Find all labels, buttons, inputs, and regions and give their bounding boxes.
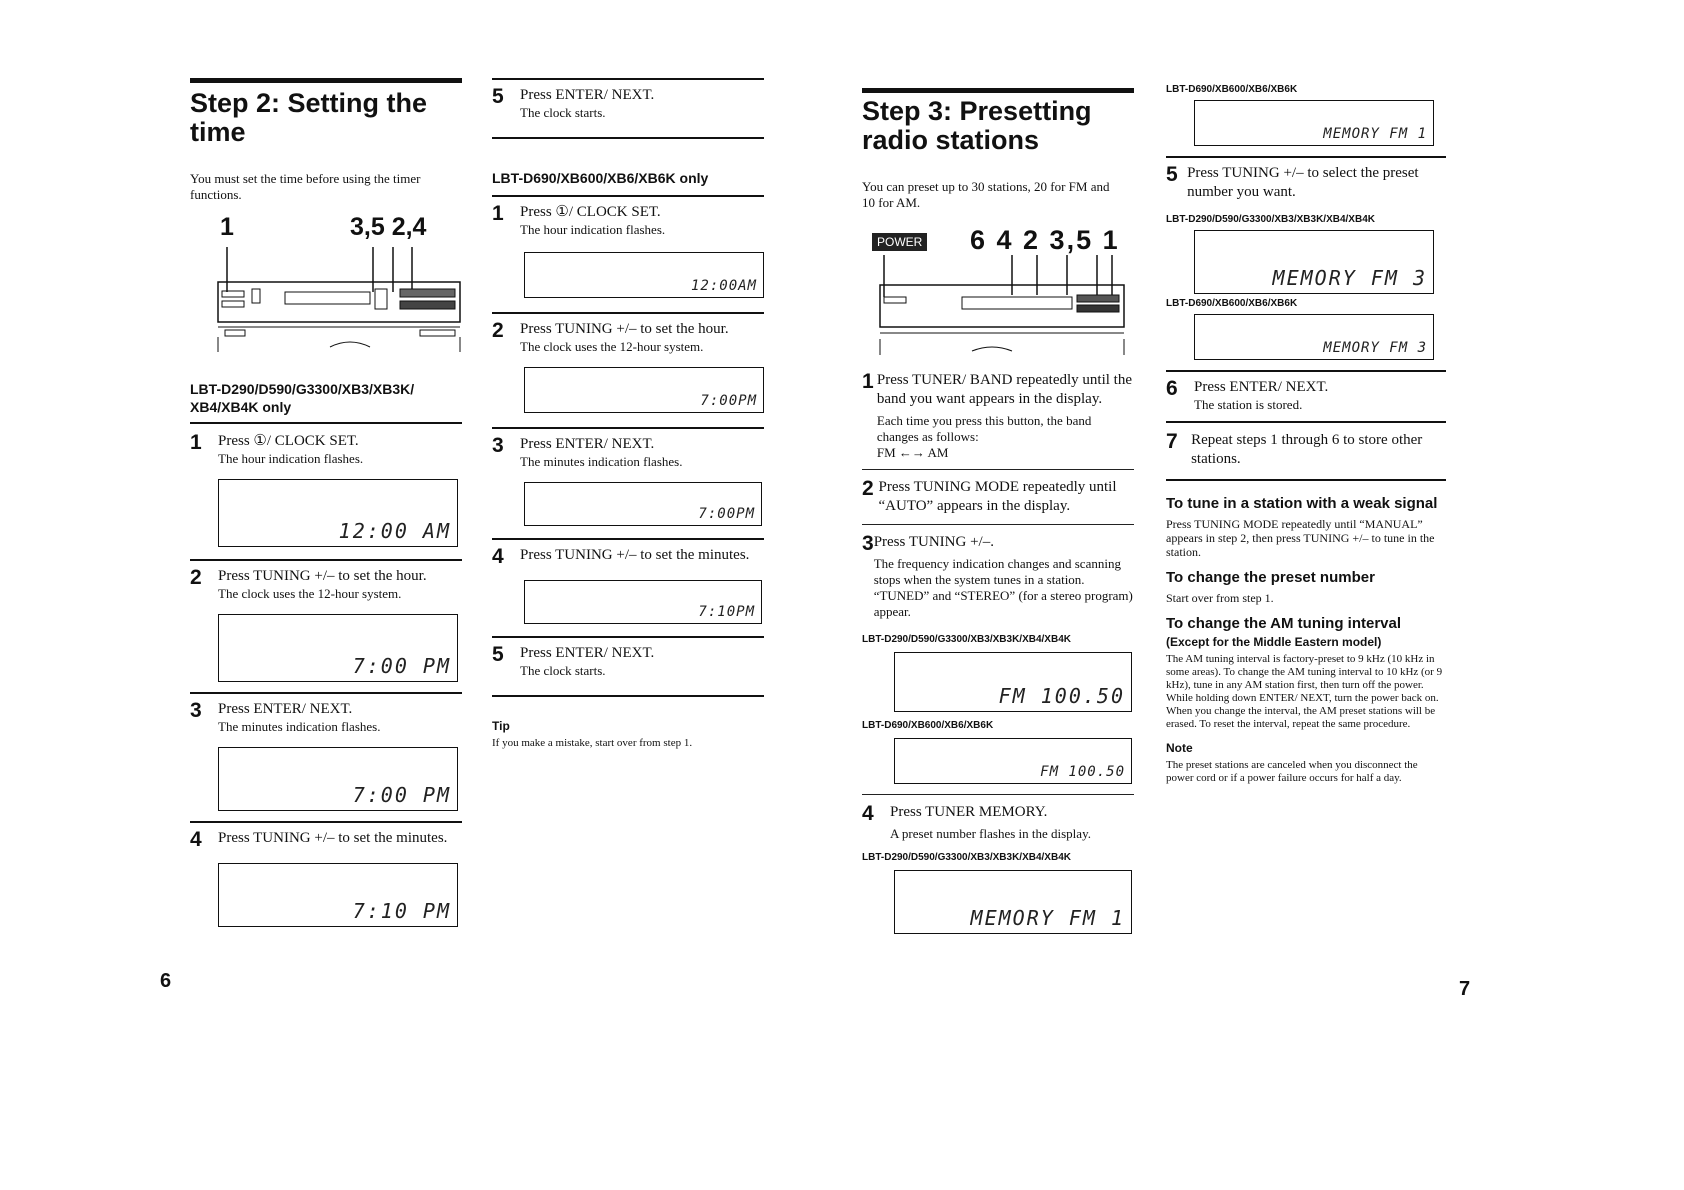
step-a-3: 3 Press ENTER/ NEXT. The minutes indication flashes. xyxy=(190,699,381,734)
device-diagram-right xyxy=(862,225,1134,365)
step-r-3: 3 Press TUNING +/–. The frequency indication changes and scanning stops when the system tunes in a station. “TUNED” and “STEREO” (for a stereo program) appear. xyxy=(862,532,1133,619)
page-title-step3: Step 3: Presetting radio stations xyxy=(862,96,1092,155)
step-b-5: 5 Press ENTER/ NEXT. The clock starts. xyxy=(492,643,655,678)
power-label: POWER xyxy=(872,233,927,251)
step-r-4: 4 Press TUNER MEMORY. A preset number flashes in the display. xyxy=(862,802,1091,841)
change-preset-text: Start over from step 1. xyxy=(1166,591,1274,605)
step-b-2: 2 Press TUNING +/– to set the hour. The clock uses the 12-hour system. xyxy=(492,319,729,354)
lcd-display-b4: 7:10PM xyxy=(524,580,762,624)
intro-text-right: You can preset up to 30 stations, 20 for FM and 10 for AM. xyxy=(862,179,1110,210)
intro-text: You must set the time before using the timer functions. xyxy=(190,171,421,202)
step-b-4: 4 Press TUNING +/– to set the minutes. xyxy=(492,545,750,568)
step-r-2: 2 Press TUNING MODE repeatedly until “AUTO” appears in the display. xyxy=(862,477,1117,514)
tip-text: If you make a mistake, start over from step 1. xyxy=(492,737,693,749)
page-title-step2: Step 2: Setting the time xyxy=(190,88,428,147)
am-interval-title: To change the AM tuning interval xyxy=(1166,615,1402,632)
am-interval-subtitle: (Except for the Middle Eastern model) xyxy=(1166,635,1382,649)
model-label-d290-c: LBT-D290/D590/G3300/XB3/XB3K/XB4/XB4K xyxy=(1166,214,1375,225)
callout-right: 3,5 2,4 xyxy=(350,213,427,241)
stereo-unit-drawing xyxy=(190,247,462,357)
step-clock-5: 5 Press ENTER/ NEXT. The clock starts. xyxy=(492,85,655,120)
step-a-2: 2 Press TUNING +/– to set the hour. The clock uses the 12-hour system. xyxy=(190,566,427,601)
note-title: Note xyxy=(1166,741,1193,755)
lcd-display-a3: 7:00 PM xyxy=(218,747,458,811)
model-label-a: LBT-D290/D590/G3300/XB3/XB3K/ XB4/XB4K only xyxy=(190,381,415,415)
model-label-b: LBT-D690/XB600/XB6/XB6K only xyxy=(492,170,709,186)
page-number-right: 7 xyxy=(1459,978,1471,1000)
am-interval-text: The AM tuning interval is factory-preset to 9 kHz (10 kHz in some areas). To change the AM tuning interval to 10 kHz (or 9 kHz), tune in any AM station first, then turn off the power. While holding down ENTER/ NEXT, turn the power back on. When you change the interval, the AM preset stations will be erased. To reset the interval, repeat the same procedure. xyxy=(1166,653,1443,730)
callout-numbers-right: 6 4 2 3,5 1 xyxy=(970,225,1120,255)
step-r-6: 6 Press ENTER/ NEXT. The station is stored. xyxy=(1166,377,1329,412)
lcd-memory-top: MEMORY FM 1 xyxy=(1194,100,1434,146)
step-r-5: 5 Press TUNING +/– to select the preset number you want. xyxy=(1166,163,1419,200)
left-col-1 xyxy=(190,78,462,929)
lcd-display-a1: 12:00 AM xyxy=(218,479,458,547)
lcd-memory-1: MEMORY FM 1 xyxy=(894,870,1132,934)
lcd-freq-b: FM 100.50 xyxy=(894,738,1132,784)
step-a-4: 4 Press TUNING +/– to set the minutes. xyxy=(190,828,448,851)
lcd-display-b3: 7:00PM xyxy=(524,482,762,526)
model-label-d690-b: LBT-D690/XB600/XB6/XB6K xyxy=(1166,298,1298,309)
right-col-1 xyxy=(862,88,1134,936)
change-preset-title: To change the preset number xyxy=(1166,569,1375,586)
right-col-2 xyxy=(1166,84,1446,785)
lcd-memory-3b: MEMORY FM 3 xyxy=(1194,314,1434,360)
model-label-d690-a: LBT-D690/XB600/XB6/XB6K xyxy=(862,720,994,731)
lcd-memory-3a: MEMORY FM 3 xyxy=(1194,230,1434,294)
step-b-1: 1 Press ①/ CLOCK SET. The hour indication flashes. xyxy=(492,202,666,237)
device-diagram xyxy=(190,213,462,358)
lcd-display-a2: 7:00 PM xyxy=(218,614,458,682)
tip-label: Tip xyxy=(492,719,510,733)
model-label-d690-top: LBT-D690/XB600/XB6/XB6K xyxy=(1166,84,1298,95)
step-r-1: 1 Press TUNER/ BAND repeatedly until the band you want appears in the display. Each time you press this button, the band changes as follows: FM ←→ AM xyxy=(862,370,1132,460)
lcd-display-b2: 7:00PM xyxy=(524,367,764,413)
lcd-display-b1: 12:00AM xyxy=(524,252,764,298)
title-rule xyxy=(190,78,462,83)
model-label-d290-a: LBT-D290/D590/G3300/XB3/XB3K/XB4/XB4K xyxy=(862,634,1071,645)
lcd-freq-a: FM 100.50 xyxy=(894,652,1132,712)
weak-signal-title: To tune in a station with a weak signal xyxy=(1166,495,1438,512)
stereo-unit-drawing-right xyxy=(862,255,1134,365)
step-r-7: 7 Repeat steps 1 through 6 to store other stations. xyxy=(1166,430,1423,467)
step-b-3: 3 Press ENTER/ NEXT. The minutes indication flashes. xyxy=(492,434,683,469)
callout-left: 1 xyxy=(220,213,234,241)
weak-signal-text: Press TUNING MODE repeatedly until “MANUAL” appears in step 2, then press TUNING +/– to tune in the station. xyxy=(1166,517,1435,559)
lcd-display-a4: 7:10 PM xyxy=(218,863,458,927)
model-label-d290-b: LBT-D290/D590/G3300/XB3/XB3K/XB4/XB4K xyxy=(862,852,1071,863)
left-col-2 xyxy=(492,78,764,750)
note-text: The preset stations are canceled when you disconnect the power cord or if a power failure occurs for half a day. xyxy=(1166,759,1418,784)
page-number-left: 6 xyxy=(160,970,172,992)
step-a-1: 1 Press ①/ CLOCK SET. The hour indication flashes. xyxy=(190,431,364,466)
